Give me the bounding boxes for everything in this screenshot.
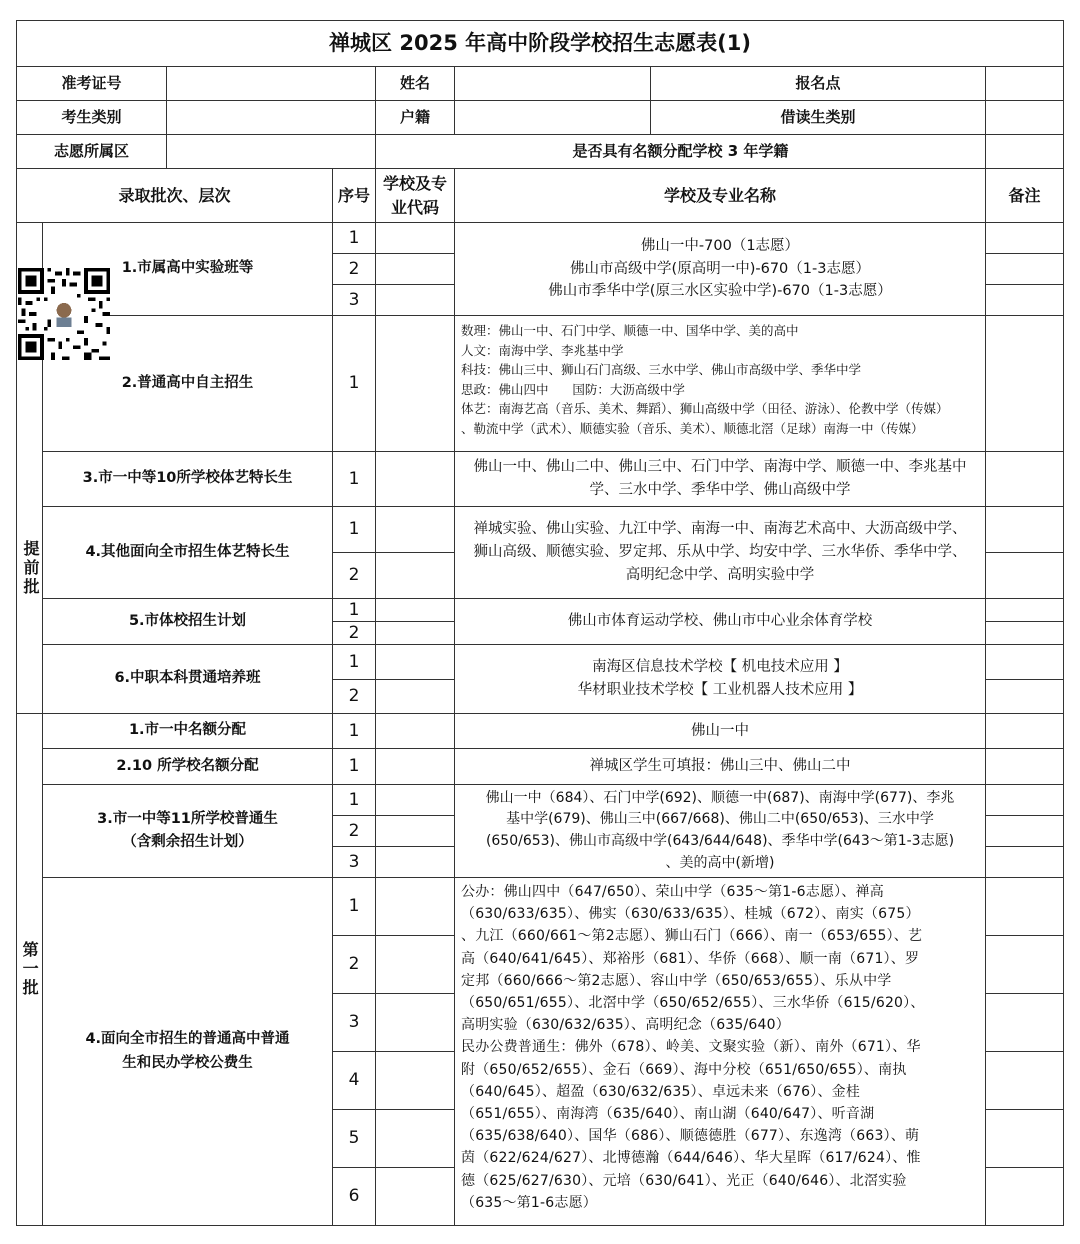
seq-cell: 1 (332, 644, 376, 680)
remark-input[interactable] (985, 1167, 1064, 1226)
code-input[interactable] (375, 846, 455, 878)
school-line: 基中学(679)、佛山三中(667/668)、佛山二中(650/653)、三水中学 (506, 811, 934, 828)
first-item-4-name-line1: 4.面向全市招生的普通高中普通 (85, 1031, 290, 1048)
first-item-1-schools: 佛山一中 (454, 713, 986, 749)
code-input[interactable] (375, 284, 455, 316)
seq-cell: 3 (332, 993, 376, 1052)
school-line: (650/653)、佛山市高级中学(643/644/648)、季华中学(643～第1-3志愿) (485, 833, 955, 849)
school-line: 佛山市高级中学(原高明一中)-670（1-3志愿） (570, 260, 870, 277)
category-label: 考生类别 (16, 100, 167, 135)
remark-input[interactable] (985, 222, 1064, 254)
remark-input[interactable] (985, 1109, 1064, 1168)
hukou-label: 户籍 (375, 100, 455, 135)
school-line: 佛山一中-700（1志愿） (640, 237, 800, 254)
first-item-3-schools (454, 784, 986, 878)
early-item-1-name: 1.市属高中实验班等 (42, 222, 333, 316)
early-item-6-name: 6.中职本科贯通培养班 (42, 644, 333, 714)
quota-question-field[interactable] (985, 134, 1064, 169)
code-input[interactable] (375, 993, 455, 1052)
early-item-6-schools (454, 644, 986, 714)
seq-cell: 1 (332, 598, 376, 622)
remark-input[interactable] (985, 644, 1064, 680)
school-line: 体艺：南海艺高（音乐、美术、舞蹈）、狮山高级中学（田径、游泳）、伦教中学（传媒） (461, 401, 949, 416)
school-line: 学、三水中学、季华中学、佛山高级中学 (589, 482, 851, 498)
seq-cell: 2 (332, 253, 376, 285)
school-line: （635～第1-6志愿） (461, 1194, 597, 1211)
remark-input[interactable] (985, 506, 1064, 553)
seq-cell: 1 (332, 784, 376, 816)
application-form (16, 20, 1064, 1226)
school-line: 、九江（660/661～第2志愿）、狮山石门（666）、南一（653/655）、艺 (461, 928, 923, 945)
header-school: 学校及专业名称 (454, 168, 986, 223)
code-input[interactable] (375, 598, 455, 622)
seq-cell: 5 (332, 1109, 376, 1168)
name-label: 姓名 (375, 66, 455, 101)
batch-early-label: 提前批 (16, 222, 43, 714)
early-item-5-name: 5.市体校招生计划 (42, 598, 333, 645)
remark-input[interactable] (985, 451, 1064, 507)
remark-input[interactable] (985, 877, 1064, 936)
first-item-4-name-line2: 生和民办学校公费生 (122, 1054, 253, 1071)
seq-cell: 1 (332, 877, 376, 936)
first-item-2-name: 2.10 所学校名额分配 (42, 748, 333, 785)
seq-cell: 2 (332, 679, 376, 714)
seq-cell: 3 (332, 284, 376, 316)
code-input[interactable] (375, 253, 455, 285)
school-line: 民办公费普通生：佛外（678）、岭美、文聚实验（新）、南外（671）、华 (461, 1039, 921, 1056)
quota-question-label: 是否具有名额分配学校 3 年学籍 (375, 134, 986, 169)
remark-input[interactable] (985, 253, 1064, 285)
remark-input[interactable] (985, 552, 1064, 599)
code-input[interactable] (375, 506, 455, 553)
remark-input[interactable] (985, 748, 1064, 785)
school-line: （635/638/640）、国华（686）、顺德德胜（677）、东逸湾（663）、萌 (461, 1128, 920, 1145)
school-line: 附（650/652/655）、金石（669）、海中分校（651/650/655）、南执 (461, 1061, 907, 1078)
early-item-3-schools (454, 451, 986, 507)
code-input[interactable] (375, 644, 455, 680)
code-input[interactable] (375, 451, 455, 507)
remark-input[interactable] (985, 846, 1064, 878)
school-line: 佛山一中（684）、石门中学(692)、顺德一中(687)、南海中学(677)、李兆 (485, 789, 955, 806)
early-item-1-schools (454, 222, 986, 316)
borrow-type-label: 借读生类别 (650, 100, 986, 135)
school-line: 定邦（660/666～第2志愿）、容山中学（650/653/655）、乐从中学 (461, 972, 892, 989)
code-input[interactable] (375, 935, 455, 994)
early-item-2-schools (454, 315, 986, 452)
seq-cell: 1 (332, 222, 376, 254)
early-item-5-schools: 佛山市体育运动学校、佛山市中心业余体育学校 (454, 598, 986, 645)
school-line: 高明纪念中学、高明实验中学 (625, 566, 815, 583)
code-input[interactable] (375, 815, 455, 847)
remark-input[interactable] (985, 815, 1064, 847)
school-line: 公办：佛山四中（647/650）、荣山中学（635～第1-6志愿）、禅高 (461, 884, 884, 900)
school-line: 南海区信息技术学校【 机电技术应用 】 (592, 659, 848, 676)
exam-no-field[interactable] (166, 66, 376, 101)
code-input[interactable] (375, 315, 455, 452)
remark-input[interactable] (985, 621, 1064, 645)
school-line: （640/645）、超盈（630/632/635）、卓远未来（676）、金桂 (461, 1083, 861, 1100)
borrow-type-field[interactable] (985, 100, 1064, 135)
seq-cell: 2 (332, 621, 376, 645)
school-line: 禅城实验、佛山实验、九江中学、南海一中、南海艺术高中、大沥高级中学、 (473, 521, 967, 538)
code-input[interactable] (375, 1051, 455, 1110)
school-line: 思政：佛山四中 国防：大沥高级中学 (461, 381, 685, 397)
early-item-3-name: 3.市一中等10所学校体艺特长生 (42, 451, 333, 507)
school-line: （630/633/635）、佛实（630/633/635）、桂城（672）、南实（675） (461, 906, 920, 923)
remark-input[interactable] (985, 993, 1064, 1052)
first-item-4-name (42, 877, 333, 1226)
remark-input[interactable] (985, 315, 1064, 452)
remark-input[interactable] (985, 935, 1064, 994)
school-line: 佛山市季华中学(原三水区实验中学)-670（1-3志愿） (548, 283, 892, 300)
school-line: 科技：佛山三中、狮山石门高级、三水中学、佛山市高级中学、季华中学 (461, 362, 862, 377)
code-input[interactable] (375, 1167, 455, 1226)
code-input[interactable] (375, 679, 455, 714)
code-input[interactable] (375, 877, 455, 936)
school-line: 人文：南海中学、李兆基中学 (461, 342, 624, 358)
seq-cell: 6 (332, 1167, 376, 1226)
qr-code-icon (18, 268, 110, 360)
first-item-3-name (42, 784, 333, 878)
seq-cell: 1 (332, 713, 376, 749)
code-input[interactable] (375, 748, 455, 785)
header-remark: 备注 (985, 168, 1064, 223)
code-input[interactable] (375, 713, 455, 749)
school-line: （651/655）、南海湾（635/640）、南山湖（640/647）、听音湖 (461, 1106, 875, 1123)
header-code: 学校及专业代码 (375, 168, 455, 223)
first-item-4-schools (454, 877, 986, 1226)
remark-input[interactable] (985, 784, 1064, 816)
reg-point-field[interactable] (985, 66, 1064, 101)
remark-input[interactable] (985, 284, 1064, 316)
seq-cell: 2 (332, 935, 376, 994)
district-label: 志愿所属区 (16, 134, 167, 169)
code-input[interactable] (375, 784, 455, 816)
seq-cell: 1 (332, 506, 376, 553)
code-input[interactable] (375, 1109, 455, 1168)
seq-cell: 1 (332, 315, 376, 452)
hukou-field[interactable] (454, 100, 651, 135)
early-item-4-name: 4.其他面向全市招生体艺特长生 (42, 506, 333, 599)
code-input[interactable] (375, 552, 455, 599)
remark-input[interactable] (985, 713, 1064, 749)
code-input[interactable] (375, 222, 455, 254)
school-line: 数理：佛山一中、石门中学、顺德一中、国华中学、美的高中 (461, 323, 799, 338)
school-line: 、美的高中(新增) (665, 854, 775, 871)
seq-cell: 1 (332, 451, 376, 507)
early-item-2-name: 2.普通高中自主招生 (42, 315, 333, 452)
school-line: 德（625/627/630）、元培（630/641）、光正（640/646）、北滘实验 (461, 1172, 907, 1189)
remark-input[interactable] (985, 598, 1064, 622)
form-title: 禅城区 2025 年高中阶段学校招生志愿表(1) (16, 20, 1064, 67)
seq-cell: 3 (332, 846, 376, 878)
early-item-4-schools (454, 506, 986, 599)
first-item-3-name-line1: 3.市一中等11所学校普通生 (97, 810, 278, 827)
district-field[interactable] (166, 134, 376, 169)
school-line: 茵（622/624/627）、北博德瀚（644/646）、华大星晖（617/624）、惟 (461, 1150, 921, 1167)
first-item-2-schools: 禅城区学生可填报：佛山三中、佛山二中 (454, 748, 986, 785)
batch-first-label: 第一批 (16, 713, 43, 1226)
school-line: 高（640/641/645）、郑裕彤（681）、华侨（668）、顺一南（671）、罗 (461, 950, 920, 967)
school-line: 华材职业技术学校【 工业机器人技术应用 】 (577, 682, 863, 698)
first-item-3-name-line2: （含剩余招生计划） (122, 834, 253, 850)
school-line: （650/651/655）、北滘中学（650/652/655）、三水华侨（615/620）、 (461, 995, 925, 1012)
seq-cell: 2 (332, 815, 376, 847)
school-line: 佛山一中、佛山二中、佛山三中、石门中学、南海中学、顺德一中、李兆基中 (473, 459, 967, 476)
seq-cell: 2 (332, 552, 376, 599)
school-line: 高明实验（630/632/635）、高明纪念（635/640） (461, 1017, 790, 1034)
header-batch-level: 录取批次、层次 (16, 168, 333, 223)
remark-input[interactable] (985, 1051, 1064, 1110)
seq-cell: 1 (332, 748, 376, 785)
remark-input[interactable] (985, 679, 1064, 714)
code-input[interactable] (375, 621, 455, 645)
header-seq: 序号 (332, 168, 376, 223)
school-line: 、勒流中学（武术）、顺德实验（音乐、美术）、顺德北滘（足球）南海一中（传媒） (461, 420, 924, 436)
reg-point-label: 报名点 (650, 66, 986, 101)
category-field[interactable] (166, 100, 376, 135)
school-line: 狮山高级、顺德实验、罗定邦、乐从中学、均安中学、三水华侨、季华中学、 (473, 544, 967, 561)
first-item-1-name: 1.市一中名额分配 (42, 713, 333, 749)
seq-cell: 4 (332, 1051, 376, 1110)
exam-no-label: 准考证号 (16, 66, 167, 101)
name-field[interactable] (454, 66, 651, 101)
